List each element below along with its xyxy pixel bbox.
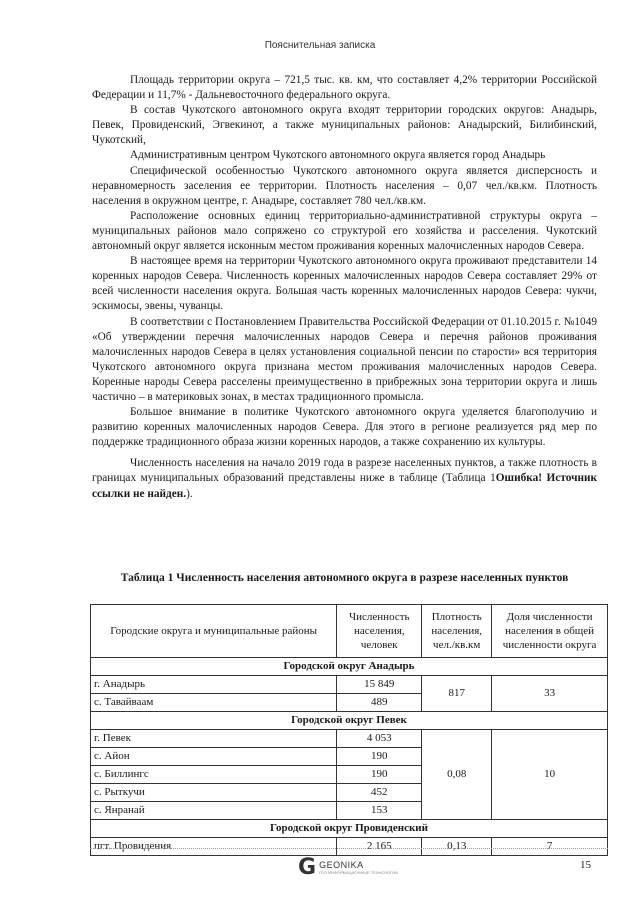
share-value: 10 (492, 730, 608, 820)
paragraph: В настоящее время на территории Чукотского автономного округа проживают представители 14 коренных народов Севера. Численность коренных малочисленных народов Севера составляет 29% от всей численности населения округа. Большая часть коренных малочисленных народов Севера: чукчи, эскимосы, эвены, чуванцы. (92, 255, 597, 313)
share-value: 7 (492, 838, 608, 856)
paragraph: В соответствии с Постановлением Правительства Российской Федерации от 01.10.2015 г. №1049 «Об утверждении перечня малочисленных народов Севера и перечня районов проживания малочисленных народов Севера в целях установления социальной пенсии по старости» вся территория Чукотского автономного округа признана местом проживания малочисленных народов Севера. Коренные народы Севера расселены преимущественно в прибрежных зона территории округа и лишь частично – в материковых зонах, в местах традиционного промысла. (92, 315, 597, 403)
logo-name: GEONIKA (319, 860, 364, 870)
geonika-logo-icon: G (298, 855, 317, 880)
settlement-name: с. Янранай (91, 802, 337, 820)
settlement-name: г. Певек (91, 730, 337, 748)
settlement-name: с. Айон (91, 748, 337, 766)
table-row (91, 730, 608, 748)
paragraph: Площадь территории округа – 721,5 тыс. кв. км, что составляет 4,2% территории Российской Федерации и 11,7% - Дальневосточного федерального округа. (92, 74, 597, 102)
settlement-name: с. Биллингс (91, 766, 337, 784)
density-value: 0,13 (422, 838, 492, 856)
paragraph: Административным центром Чукотского автономного округа является город Анадырь (130, 149, 546, 162)
share-value: 33 (492, 676, 608, 712)
population-table (90, 604, 608, 856)
header-population: Численность населения, человек (337, 605, 422, 658)
paragraph: Большое внимание в политике Чукотского автономного округа уделяется благополучию и развитию коренных малочисленных народов Севера. Для этого в регионе реализуется ряд мер по поддержке традиционного образа жизни коренных народов, а также сохранению их культуры. (92, 406, 597, 449)
population-value: 153 (337, 802, 422, 820)
table-row (91, 676, 608, 694)
population-value: 190 (337, 748, 422, 766)
density-value: 817 (422, 676, 492, 712)
population-value: 15 849 (337, 676, 422, 694)
geonika-logo (298, 855, 398, 880)
page-header: Пояснительная записка (264, 40, 376, 51)
paragraph: Специфической особенностью Чукотского автономного округа является дисперсность и неравномерность заселения ее территории. Плотность населения – 0,07 чел./кв.км. Плотность населения в окружном центре, г. Анадыре, составляет 780 чел./кв.км. (92, 164, 597, 207)
reference-text: Численность населения на начало 2019 года в разрезе населенных пунктов, а также плотность в границах муниципальных образований представлены ниже в таблице (Таблица 1 (92, 457, 597, 485)
logo-subtitle: ГЕО ИНФОРМАЦИОННЫЕ ТЕХНОЛОГИИ (319, 870, 399, 875)
header-density: Плотность населения, чел./кв.км (422, 605, 492, 658)
paragraph-table-reference (92, 456, 597, 501)
paragraph: В состав Чукотского автономного округа входят территории городских округов: Анадырь, Певек, Провиденский, Эгвекинот, а также муниципальных районов: Анадырский, Билибинский, Чукотский, (92, 104, 597, 147)
settlement-name: пгт. Провидения (91, 838, 337, 856)
group-row (91, 820, 608, 838)
header-share: Доля численности населения в общей численности округа (492, 605, 608, 658)
table-title: Таблица 1 Численность населения автономного округа в разрезе населенных пунктов (120, 572, 569, 584)
reference-suffix: ). (186, 487, 193, 500)
settlement-name: с. Тавайваам (91, 694, 337, 712)
group-name: Городской округ Анадырь (91, 658, 608, 676)
paragraph: Расположение основных единиц территориально-административной структуры округа – муниципальных районов мало сопряжено со структурой его хозяйства и расселения. Чукотский автономный округ является исконным местом проживания коренных малочисленных народов Севера. (92, 209, 597, 253)
page-number: 15 (580, 859, 591, 871)
population-value: 190 (337, 766, 422, 784)
group-name: Городской округ Певек (91, 712, 608, 730)
population-value: 489 (337, 694, 422, 712)
density-value: 0,08 (422, 730, 492, 820)
group-row (91, 712, 608, 730)
group-name: Городской округ Провиденский (91, 820, 608, 838)
group-row (91, 658, 608, 676)
header-municipality: Городские округа и муниципальные районы (91, 605, 337, 658)
population-value: 2 165 (337, 838, 422, 856)
document-body (92, 73, 597, 502)
table-row (91, 838, 608, 856)
settlement-name: г. Анадырь (91, 676, 337, 694)
logo-text-block (319, 860, 398, 875)
footer-divider (90, 848, 608, 849)
settlement-name: с. Рыткучи (91, 784, 337, 802)
table-header-row (91, 605, 608, 658)
population-value: 452 (337, 784, 422, 802)
population-value: 4 053 (337, 730, 422, 748)
broken-reference-error: Ошибка! Источник ссылки не найден. (92, 472, 597, 500)
